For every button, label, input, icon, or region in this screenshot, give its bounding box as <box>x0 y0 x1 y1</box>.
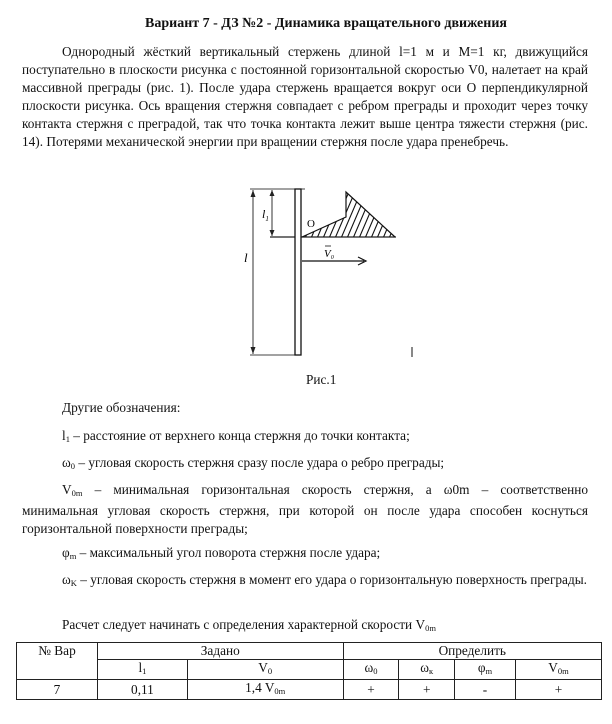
subheader-w0: $\omega_0$ <box>343 660 399 680</box>
cell-var: 7 <box>17 680 98 700</box>
notation-heading: Другие обозначения: <box>62 400 181 415</box>
dimension-l1-arrow-bottom <box>270 230 275 236</box>
page-title: Вариант 7 - ДЗ №2 - Динамика вращательного движения <box>145 16 507 31</box>
notation-phim: $\varphi_m$ – максимальный угол поворота стержня после удара; <box>62 545 381 561</box>
dimension-l1-arrow-top <box>270 190 275 196</box>
label-O: O <box>307 218 315 230</box>
subheader-phim: $\varphi_m$ <box>454 660 515 680</box>
subheader-v0m: $V_{0m}$ <box>516 660 602 680</box>
header-given: Задано <box>98 643 344 660</box>
table-subheader-row <box>17 660 602 680</box>
cell-w0: + <box>343 680 399 700</box>
dimension-l-arrow-top <box>251 190 256 197</box>
label-l1: $l_1$ <box>262 207 269 223</box>
notation-v0m: $V_{0m}$ – минимальная горизонтальная скорость стержня, а ω0m – соответственно минимальная угловая скорость стержня, при которой он после удара способен коснуться горизонтальной поверхности преграды; <box>22 482 588 536</box>
start-note: Расчет следует начинать с определения характерной скорости $V_{0m}$ <box>62 617 436 633</box>
subheader-l1: $l_1$ <box>98 660 188 680</box>
label-v0: V0 <box>324 248 334 261</box>
dimension-l-arrow-bottom <box>251 347 256 354</box>
cell-wk: + <box>399 680 455 700</box>
table-row <box>17 680 602 700</box>
subheader-v0: $V_0$ <box>187 660 343 680</box>
subheader-wk: $\omega_к$ <box>399 660 455 680</box>
obstacle-hatching <box>300 180 420 250</box>
rod <box>295 189 301 355</box>
table-header-row <box>17 643 602 660</box>
cell-phim: - <box>454 680 515 700</box>
cell-v0m: + <box>516 680 602 700</box>
variant-table <box>16 642 602 700</box>
cell-v0: 1,4 $V_{0m}$ <box>187 680 343 700</box>
notation-wk: $\omega_K$ – угловая скорость стержня в момент его удара о горизонтальную поверхность преграды. <box>62 572 587 588</box>
notation-l1: $l_1$ – расстояние от верхнего конца стержня до точки контакта; <box>62 428 410 444</box>
figure-caption: Рис.1 <box>306 372 337 387</box>
header-var: № Вар <box>17 643 98 680</box>
notation-w0: $\omega_0$ – угловая скорость стержня сразу после удара о ребро преграды; <box>62 455 445 471</box>
cell-l1: 0,11 <box>98 680 188 700</box>
label-l: l <box>244 250 248 265</box>
problem-statement: Однородный жёсткий вертикальный стержень длиной l=1 м и M=1 кг, движущийся поступательно в плоскости рисунка с постоянной горизонтальной скоростью V0, налетает на край массивной преграды (рис. 1). После удара стержень вращается вокруг оси O перпендикулярной плоскости рисунка. Ось вращения стержня совпадает с ребром преграды и проходит через точку контакта стержня с преградой, так что точка контакта лежит выше центра тяжести стержня (рис. 14). Потерями механической энергии при вращении стержня после удара пренебречь. <box>22 44 588 149</box>
header-find: Определить <box>343 643 601 660</box>
